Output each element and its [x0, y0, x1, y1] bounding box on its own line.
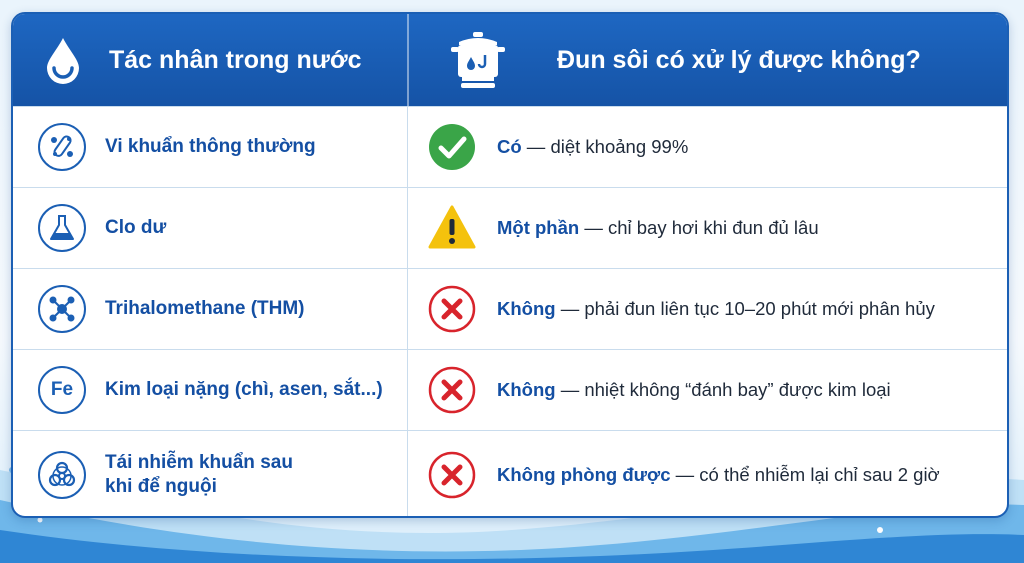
result-detail: — diệt khoảng 99%	[521, 136, 689, 157]
agent-label-line1: Tái nhiễm khuẩn sau	[105, 452, 293, 473]
result-cell	[409, 350, 1009, 430]
result-keyword: Không	[497, 298, 556, 319]
cross-icon	[427, 450, 477, 500]
agent-cell	[13, 269, 407, 349]
header-right-title: Đun sôi có xử lý được không?	[557, 45, 921, 74]
bacteria-icon	[38, 123, 86, 171]
comparison-table	[11, 12, 1009, 518]
result-cell	[409, 188, 1009, 268]
table-row	[13, 187, 1007, 268]
result-detail: — nhiệt không “đánh bay” được kim loại	[555, 379, 891, 400]
header-left-title: Tác nhân trong nước	[109, 45, 362, 74]
table-row	[13, 106, 1007, 187]
agent-label: Trihalomethane (THM)	[105, 298, 305, 319]
result-text	[497, 217, 819, 239]
water-drop-icon	[43, 36, 83, 84]
cross-icon	[427, 365, 477, 415]
agent-label	[105, 451, 293, 499]
iron-symbol: Fe	[50, 379, 74, 400]
result-detail: — có thể nhiễm lại chỉ sau 2 giờ	[670, 464, 940, 485]
header-agent-column	[13, 14, 407, 106]
result-keyword: Không phòng được	[497, 464, 671, 485]
result-text	[497, 464, 940, 486]
molecule-icon	[38, 285, 86, 333]
biohazard-icon	[38, 451, 86, 499]
result-cell	[409, 431, 1009, 518]
pot-icon	[449, 30, 507, 90]
column-divider	[407, 269, 408, 349]
column-divider	[407, 188, 408, 268]
agent-label: Clo dư	[105, 217, 167, 238]
check-icon	[427, 122, 477, 172]
result-keyword: Không	[497, 379, 556, 400]
result-detail: — chỉ bay hơi khi đun đủ lâu	[579, 217, 819, 238]
agent-cell	[13, 188, 407, 268]
result-keyword: Một phần	[497, 217, 580, 238]
column-divider	[407, 350, 408, 430]
result-text	[497, 136, 688, 158]
agent-label: Vi khuẩn thông thường	[105, 136, 316, 157]
column-divider	[407, 107, 408, 187]
warning-icon	[427, 203, 477, 253]
result-cell	[409, 107, 1009, 187]
agent-label: Kim loại nặng (chì, asen, sắt...)	[105, 379, 383, 400]
result-text	[497, 379, 891, 401]
table-row	[13, 349, 1007, 430]
agent-cell	[13, 431, 407, 518]
agent-cell	[13, 350, 407, 430]
result-text	[497, 298, 935, 320]
table-row	[13, 430, 1007, 518]
table-row	[13, 268, 1007, 349]
result-cell	[409, 269, 1009, 349]
result-detail: — phải đun liên tục 10–20 phút mới phân hủy	[555, 298, 935, 319]
agent-label-line2: khi để nguội	[105, 476, 217, 497]
table-header	[13, 14, 1007, 106]
result-keyword: Có	[497, 136, 522, 157]
column-divider	[407, 431, 408, 518]
flask-icon	[38, 204, 86, 252]
cross-icon	[427, 284, 477, 334]
iron-icon	[38, 366, 86, 414]
agent-cell	[13, 107, 407, 187]
header-boil-column	[409, 14, 1009, 106]
